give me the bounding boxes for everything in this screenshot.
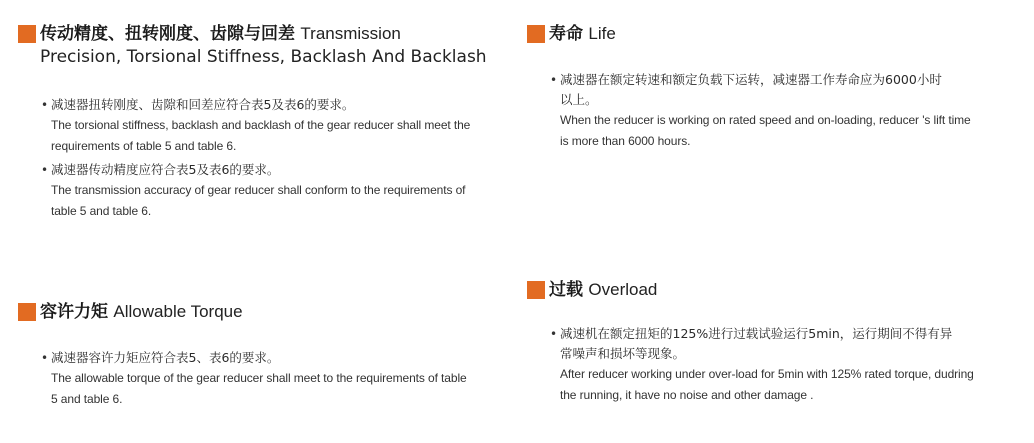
section-title bbox=[18, 300, 498, 324]
section-title bbox=[527, 22, 1007, 46]
list-item bbox=[550, 70, 1007, 152]
item-text-en: 5 and table 6. bbox=[51, 392, 123, 406]
section-life bbox=[527, 22, 1007, 152]
item-text-en: the running, it have no noise and other damage . bbox=[560, 388, 814, 402]
section-marker-icon bbox=[18, 25, 36, 43]
item-text-cn: 常噪声和损坏等现象。 bbox=[560, 346, 686, 361]
bullet-icon: • bbox=[550, 73, 558, 87]
item-text-cn: 减速器扭转刚度、齿隙和回差应符合表5及表6的要求。 bbox=[51, 97, 355, 112]
item-text-cn: 以上。 bbox=[560, 92, 598, 107]
section-title-en-continued: Precision, Torsional Stiffness, Backlash And Backlash bbox=[40, 47, 487, 67]
section-title-cn: 寿命 bbox=[549, 24, 583, 44]
section-allowable-torque bbox=[18, 300, 498, 410]
section-title-en: Life bbox=[588, 24, 616, 43]
item-text-en: requirements of table 5 and table 6. bbox=[51, 139, 237, 153]
section-title-en: Transmission bbox=[300, 24, 401, 43]
list-item bbox=[41, 348, 498, 410]
section-title-cn: 传动精度、扭转刚度、齿隙与回差 bbox=[40, 24, 295, 44]
item-text-en: table 5 and table 6. bbox=[51, 204, 152, 218]
item-text-en: When the reducer is working on rated speed and on-loading, reducer 's lift time bbox=[560, 113, 971, 127]
section-title-en: Allowable Torque bbox=[113, 302, 243, 321]
section-overload bbox=[527, 278, 1007, 406]
list-item bbox=[41, 95, 498, 157]
section-marker-icon bbox=[18, 303, 36, 321]
section-transmission-precision bbox=[18, 22, 498, 222]
section-title bbox=[18, 22, 498, 46]
bullet-icon: • bbox=[41, 98, 49, 112]
item-text-cn: 减速器在额定转速和额定负载下运转，减速器工作寿命应为6000小时 bbox=[560, 72, 942, 87]
list-item bbox=[550, 324, 1007, 406]
item-text-cn: 减速器传动精度应符合表5及表6的要求。 bbox=[51, 162, 280, 177]
item-text-en: is more than 6000 hours. bbox=[560, 134, 691, 148]
section-title-en: Overload bbox=[588, 280, 658, 299]
bullet-icon: • bbox=[550, 327, 558, 341]
item-text-en: The allowable torque of the gear reducer shall meet to the requirements of table bbox=[51, 371, 467, 385]
item-text-cn: 减速器容许力矩应符合表5、表6的要求。 bbox=[51, 350, 280, 365]
section-marker-icon bbox=[527, 25, 545, 43]
item-text-en: After reducer working under over-load for 5min with 125% rated torque, dudring bbox=[560, 367, 974, 381]
list-item bbox=[41, 160, 498, 222]
section-title-cn: 容许力矩 bbox=[40, 302, 108, 322]
bullet-icon: • bbox=[41, 163, 49, 177]
bullet-icon: • bbox=[41, 351, 49, 365]
section-title-cn: 过载 bbox=[549, 280, 583, 300]
section-marker-icon bbox=[527, 281, 545, 299]
item-text-en: The transmission accuracy of gear reducer shall conform to the requirements of bbox=[51, 183, 466, 197]
section-title bbox=[527, 278, 1007, 302]
item-text-cn: 减速机在额定扭矩的125%进行过载试验运行5min，运行期间不得有异 bbox=[560, 326, 953, 341]
item-text-en: The torsional stiffness, backlash and backlash of the gear reducer shall meet the bbox=[51, 118, 471, 132]
